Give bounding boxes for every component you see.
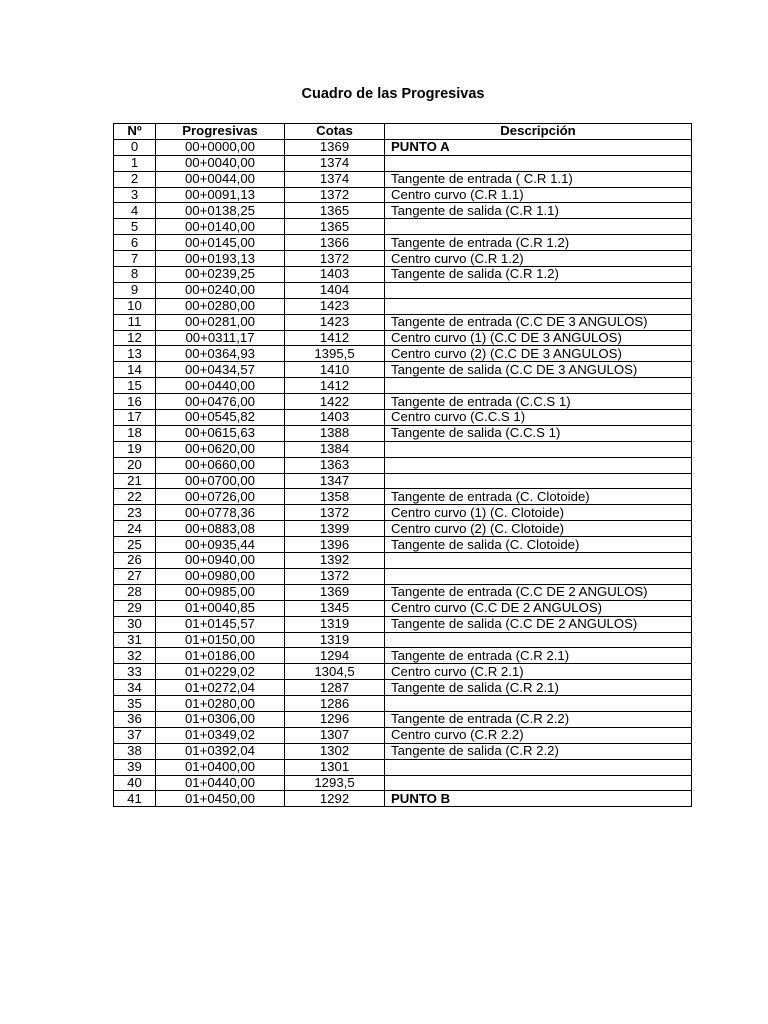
cell-progresiva: 00+0040,00: [156, 155, 285, 171]
table-row: [114, 521, 692, 537]
cell-progresiva: 01+0450,00: [156, 791, 285, 807]
cell-num: 36: [114, 711, 156, 727]
cell-num: 15: [114, 378, 156, 394]
cell-num: 41: [114, 791, 156, 807]
table-row: [114, 600, 692, 616]
cell-cota: 1384: [285, 441, 385, 457]
cell-num: 6: [114, 235, 156, 251]
cell-progresiva: 00+0985,00: [156, 584, 285, 600]
cell-descripcion: Centro curvo (2) (C.C DE 3 ANGULOS): [385, 346, 692, 362]
cell-descripcion: Centro curvo (C.R 1.1): [385, 187, 692, 203]
cell-progresiva: 00+0620,00: [156, 441, 285, 457]
cell-progresiva: 00+0476,00: [156, 394, 285, 410]
cell-cota: 1369: [285, 584, 385, 600]
cell-descripcion: [385, 568, 692, 584]
cell-descripcion: Tangente de salida (C. Clotoide): [385, 537, 692, 553]
cell-cota: 1395,5: [285, 346, 385, 362]
cell-cota: 1423: [285, 314, 385, 330]
cell-cota: 1404: [285, 282, 385, 298]
cell-cota: 1363: [285, 457, 385, 473]
cell-num: 20: [114, 457, 156, 473]
cell-cota: 1319: [285, 632, 385, 648]
table-row: [114, 553, 692, 569]
table-row: [114, 171, 692, 187]
cell-progresiva: 00+0138,25: [156, 203, 285, 219]
table-row: [114, 696, 692, 712]
cell-descripcion: [385, 473, 692, 489]
cell-cota: 1369: [285, 139, 385, 155]
cell-num: 39: [114, 759, 156, 775]
cell-descripcion: Tangente de salida (C.C DE 2 ANGULOS): [385, 616, 692, 632]
table-row: [114, 203, 692, 219]
cell-cota: 1372: [285, 505, 385, 521]
cell-progresiva: 00+0440,00: [156, 378, 285, 394]
cell-num: 3: [114, 187, 156, 203]
cell-cota: 1422: [285, 394, 385, 410]
cell-descripcion: [385, 759, 692, 775]
cell-cota: 1287: [285, 680, 385, 696]
cell-descripcion: Centro curvo (C.R 2.1): [385, 664, 692, 680]
header-cotas: Cotas: [285, 124, 385, 140]
cell-num: 1: [114, 155, 156, 171]
cell-descripcion: [385, 553, 692, 569]
cell-num: 23: [114, 505, 156, 521]
cell-progresiva: 01+0272,04: [156, 680, 285, 696]
progresivas-table: [113, 123, 692, 807]
table-row: [114, 775, 692, 791]
table-row: [114, 378, 692, 394]
table-body: [114, 139, 692, 806]
cell-progresiva: 01+0392,04: [156, 743, 285, 759]
cell-num: 38: [114, 743, 156, 759]
cell-progresiva: 00+0239,25: [156, 267, 285, 283]
cell-progresiva: 01+0280,00: [156, 696, 285, 712]
cell-cota: 1423: [285, 298, 385, 314]
cell-num: 5: [114, 219, 156, 235]
cell-progresiva: 00+0145,00: [156, 235, 285, 251]
table-row: [114, 187, 692, 203]
cell-progresiva: 01+0306,00: [156, 711, 285, 727]
cell-num: 11: [114, 314, 156, 330]
cell-num: 16: [114, 394, 156, 410]
cell-cota: 1319: [285, 616, 385, 632]
table-row: [114, 711, 692, 727]
cell-num: 19: [114, 441, 156, 457]
cell-progresiva: 01+0400,00: [156, 759, 285, 775]
cell-cota: 1410: [285, 362, 385, 378]
table-row: [114, 505, 692, 521]
table-row: [114, 791, 692, 807]
cell-num: 24: [114, 521, 156, 537]
cell-cota: 1347: [285, 473, 385, 489]
cell-descripcion: Tangente de entrada (C.R 2.1): [385, 648, 692, 664]
cell-num: 17: [114, 410, 156, 426]
cell-cota: 1304,5: [285, 664, 385, 680]
cell-descripcion: Centro curvo (C.R 1.2): [385, 251, 692, 267]
cell-descripcion: Tangente de salida (C.R 1.2): [385, 267, 692, 283]
table-row: [114, 616, 692, 632]
cell-descripcion: [385, 696, 692, 712]
cell-progresiva: 01+0229,02: [156, 664, 285, 680]
cell-num: 40: [114, 775, 156, 791]
cell-num: 21: [114, 473, 156, 489]
cell-descripcion: Tangente de salida (C.R 2.2): [385, 743, 692, 759]
table-row: [114, 743, 692, 759]
cell-descripcion: Tangente de entrada (C.R 2.2): [385, 711, 692, 727]
cell-descripcion: [385, 219, 692, 235]
cell-descripcion: Tangente de salida (C.C DE 3 ANGULOS): [385, 362, 692, 378]
cell-progresiva: 01+0349,02: [156, 727, 285, 743]
cell-progresiva: 00+0280,00: [156, 298, 285, 314]
cell-progresiva: 00+0726,00: [156, 489, 285, 505]
table-row: [114, 632, 692, 648]
table-row: [114, 727, 692, 743]
table-row: [114, 394, 692, 410]
cell-num: 25: [114, 537, 156, 553]
cell-progresiva: 01+0150,00: [156, 632, 285, 648]
cell-num: 30: [114, 616, 156, 632]
table-row: [114, 282, 692, 298]
cell-descripcion: [385, 441, 692, 457]
cell-cota: 1292: [285, 791, 385, 807]
cell-descripcion: Tangente de entrada (C.C.S 1): [385, 394, 692, 410]
cell-cota: 1403: [285, 267, 385, 283]
cell-progresiva: 00+0364,93: [156, 346, 285, 362]
cell-num: 9: [114, 282, 156, 298]
cell-descripcion: [385, 457, 692, 473]
cell-cota: 1366: [285, 235, 385, 251]
cell-num: 4: [114, 203, 156, 219]
cell-progresiva: 00+0700,00: [156, 473, 285, 489]
cell-descripcion: [385, 378, 692, 394]
cell-cota: 1412: [285, 378, 385, 394]
cell-num: 8: [114, 267, 156, 283]
table-row: [114, 314, 692, 330]
cell-cota: 1293,5: [285, 775, 385, 791]
cell-progresiva: 00+0140,00: [156, 219, 285, 235]
table-row: [114, 664, 692, 680]
cell-cota: 1286: [285, 696, 385, 712]
cell-progresiva: 00+0091,13: [156, 187, 285, 203]
cell-cota: 1365: [285, 203, 385, 219]
table-row: [114, 584, 692, 600]
cell-descripcion: PUNTO A: [385, 139, 692, 155]
cell-progresiva: 00+0940,00: [156, 553, 285, 569]
cell-progresiva: 00+0615,63: [156, 425, 285, 441]
cell-cota: 1345: [285, 600, 385, 616]
table-row: [114, 680, 692, 696]
cell-cota: 1403: [285, 410, 385, 426]
cell-cota: 1307: [285, 727, 385, 743]
cell-num: 28: [114, 584, 156, 600]
header-num: Nº: [114, 124, 156, 140]
cell-progresiva: 00+0193,13: [156, 251, 285, 267]
cell-descripcion: [385, 632, 692, 648]
cell-descripcion: Tangente de salida (C.C.S 1): [385, 425, 692, 441]
cell-num: 12: [114, 330, 156, 346]
cell-cota: 1365: [285, 219, 385, 235]
header-progresivas: Progresivas: [156, 124, 285, 140]
cell-descripcion: [385, 282, 692, 298]
cell-cota: 1372: [285, 251, 385, 267]
cell-descripcion: Tangente de entrada ( C.R 1.1): [385, 171, 692, 187]
cell-progresiva: 00+0240,00: [156, 282, 285, 298]
cell-cota: 1396: [285, 537, 385, 553]
header-descripcion: Descripción: [385, 124, 692, 140]
table-row: [114, 568, 692, 584]
cell-descripcion: PUNTO B: [385, 791, 692, 807]
cell-num: 32: [114, 648, 156, 664]
cell-descripcion: Centro curvo (C.C DE 2 ANGULOS): [385, 600, 692, 616]
table-row: [114, 155, 692, 171]
cell-cota: 1372: [285, 568, 385, 584]
cell-descripcion: [385, 298, 692, 314]
cell-descripcion: Centro curvo (1) (C.C DE 3 ANGULOS): [385, 330, 692, 346]
cell-num: 14: [114, 362, 156, 378]
cell-cota: 1302: [285, 743, 385, 759]
table-row: [114, 251, 692, 267]
cell-progresiva: 00+0000,00: [156, 139, 285, 155]
table-row: [114, 346, 692, 362]
cell-descripcion: Centro curvo (1) (C. Clotoide): [385, 505, 692, 521]
cell-progresiva: 01+0040,85: [156, 600, 285, 616]
cell-progresiva: 01+0440,00: [156, 775, 285, 791]
table-row: [114, 473, 692, 489]
cell-num: 34: [114, 680, 156, 696]
table-row: [114, 441, 692, 457]
table-row: [114, 267, 692, 283]
cell-progresiva: 00+0545,82: [156, 410, 285, 426]
cell-cota: 1294: [285, 648, 385, 664]
cell-num: 29: [114, 600, 156, 616]
cell-descripcion: Centro curvo (2) (C. Clotoide): [385, 521, 692, 537]
cell-num: 7: [114, 251, 156, 267]
cell-progresiva: 01+0186,00: [156, 648, 285, 664]
cell-num: 10: [114, 298, 156, 314]
cell-descripcion: [385, 775, 692, 791]
cell-cota: 1374: [285, 171, 385, 187]
cell-cota: 1392: [285, 553, 385, 569]
cell-descripcion: Tangente de entrada (C. Clotoide): [385, 489, 692, 505]
table-row: [114, 362, 692, 378]
cell-num: 13: [114, 346, 156, 362]
table-row: [114, 489, 692, 505]
cell-num: 33: [114, 664, 156, 680]
cell-descripcion: Centro curvo (C.R 2.2): [385, 727, 692, 743]
cell-num: 22: [114, 489, 156, 505]
cell-cota: 1372: [285, 187, 385, 203]
cell-descripcion: Tangente de entrada (C.C DE 3 ANGULOS): [385, 314, 692, 330]
cell-descripcion: Tangente de entrada (C.C DE 2 ANGULOS): [385, 584, 692, 600]
cell-progresiva: 00+0778,36: [156, 505, 285, 521]
table-row: [114, 330, 692, 346]
table-row: [114, 648, 692, 664]
cell-descripcion: Centro curvo (C.C.S 1): [385, 410, 692, 426]
cell-descripcion: Tangente de entrada (C.R 1.2): [385, 235, 692, 251]
cell-num: 0: [114, 139, 156, 155]
cell-progresiva: 00+0980,00: [156, 568, 285, 584]
cell-num: 37: [114, 727, 156, 743]
table-row: [114, 139, 692, 155]
cell-num: 26: [114, 553, 156, 569]
cell-progresiva: 00+0281,00: [156, 314, 285, 330]
table-row: [114, 759, 692, 775]
cell-num: 35: [114, 696, 156, 712]
cell-cota: 1296: [285, 711, 385, 727]
cell-cota: 1412: [285, 330, 385, 346]
table-header-row: [114, 124, 692, 140]
cell-cota: 1399: [285, 521, 385, 537]
cell-num: 27: [114, 568, 156, 584]
cell-cota: 1374: [285, 155, 385, 171]
cell-cota: 1358: [285, 489, 385, 505]
page-title: Cuadro de las Progresivas: [301, 86, 485, 102]
cell-num: 2: [114, 171, 156, 187]
cell-num: 18: [114, 425, 156, 441]
cell-descripcion: Tangente de salida (C.R 2.1): [385, 680, 692, 696]
cell-descripcion: [385, 155, 692, 171]
cell-progresiva: 00+0311,17: [156, 330, 285, 346]
cell-cota: 1301: [285, 759, 385, 775]
cell-progresiva: 01+0145,57: [156, 616, 285, 632]
table-row: [114, 457, 692, 473]
cell-num: 31: [114, 632, 156, 648]
cell-progresiva: 00+0883,08: [156, 521, 285, 537]
table-row: [114, 410, 692, 426]
cell-progresiva: 00+0434,57: [156, 362, 285, 378]
table-row: [114, 219, 692, 235]
cell-descripcion: Tangente de salida (C.R 1.1): [385, 203, 692, 219]
table-row: [114, 537, 692, 553]
cell-progresiva: 00+0935,44: [156, 537, 285, 553]
table-row: [114, 235, 692, 251]
table-row: [114, 298, 692, 314]
cell-progresiva: 00+0044,00: [156, 171, 285, 187]
cell-cota: 1388: [285, 425, 385, 441]
cell-progresiva: 00+0660,00: [156, 457, 285, 473]
table-row: [114, 425, 692, 441]
